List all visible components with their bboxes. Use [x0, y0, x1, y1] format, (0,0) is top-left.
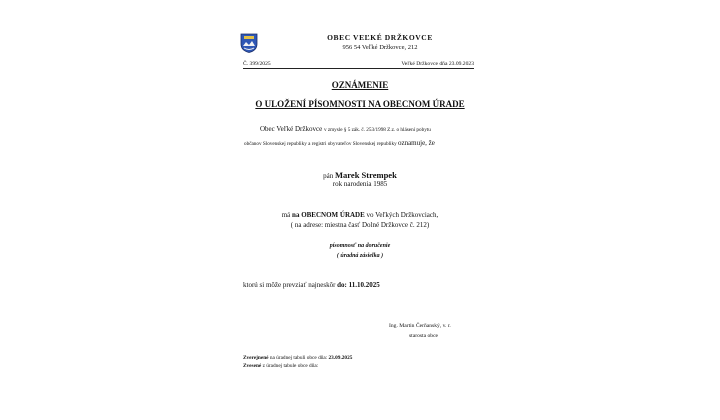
municipality-name: OBEC VEĽKÉ DRŽKOVCE: [327, 33, 433, 42]
published-text: na úradnej tabuli obce dňa:: [269, 355, 328, 361]
person-birth-year: rok narodenia 1985: [332, 180, 388, 188]
office-name: na OBECNOM ÚRADE: [292, 211, 365, 219]
published-line: [243, 355, 352, 361]
collection-deadline-line: [243, 281, 380, 289]
person-line: [0, 170, 720, 180]
intro-line-2: [244, 139, 435, 147]
removed-label: Zvesené: [243, 363, 262, 369]
office-place: vo Veľkých Držkovciach,: [366, 211, 439, 219]
collection-text: ktorú si môže prevziať najneskôr: [243, 281, 336, 289]
header-divider: [243, 68, 474, 69]
document-title: OZNÁMENIE: [331, 80, 389, 90]
place-and-date: Veľké Držkovce dňa 23.09.2023: [401, 61, 474, 67]
office-address: ( na adrese: miestna časť Dolné Držkovce č. 212): [290, 221, 430, 229]
collection-deadline: do: 11.10.2025: [337, 281, 380, 289]
municipality-address: 956 54 Veľké Držkovce, 212: [342, 44, 418, 51]
published-date: 23.09.2025: [328, 355, 353, 361]
person-name: Marek Strempek: [335, 170, 397, 180]
signatory-title: starosta obce: [409, 333, 439, 339]
intro-line-1: [260, 125, 431, 133]
intro-law: v zmysle § 5 zák. č. 253/1998 Z.z. o hlásení pobytu: [323, 127, 431, 133]
document-subtitle: O ULOŽENÍ PÍSOMNOSTI NA OBECNOM ÚRADE: [255, 99, 465, 109]
intro-lead: Obec Veľké Držkovce: [260, 125, 323, 133]
removed-line: [243, 363, 318, 369]
person-prefix: pán: [323, 172, 334, 180]
reference-number: Č. 399/2025: [243, 61, 271, 67]
intro-verb: oznamuje, že: [397, 139, 435, 147]
intro-registry: občanov Slovenskej republiky a registri obyvateľov Slovenskej republiky: [244, 141, 397, 147]
office-line: [0, 211, 720, 219]
published-label: Zverejnené: [243, 355, 269, 361]
office-has: má: [281, 211, 291, 219]
signatory-name: Ing. Martin Čerňanský, v. r.: [389, 323, 451, 329]
delivery-type: písomnosť na doručenie: [329, 243, 391, 249]
delivery-note: ( úradná zásielka ): [336, 253, 384, 259]
removed-text: z úradnej tabule obce dňa:: [262, 363, 319, 369]
